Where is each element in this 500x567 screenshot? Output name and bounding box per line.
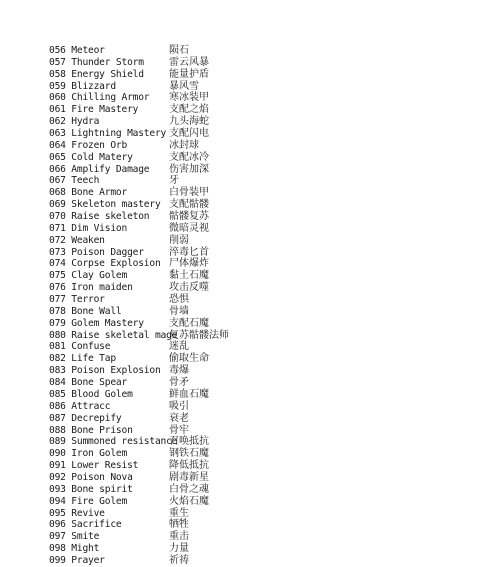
list-item	[49, 152, 469, 164]
skill-chinese-name: 九头海蛇	[169, 116, 209, 128]
skill-chinese-name: 骷髅复苏	[169, 211, 209, 223]
skill-chinese-name: 寒冰装甲	[169, 92, 209, 104]
list-item	[49, 270, 469, 282]
list-item	[49, 401, 469, 413]
skill-code-name: 089 Summoned resistance	[49, 436, 178, 448]
skill-code-name: 098 Might	[49, 543, 100, 555]
list-item	[49, 57, 469, 69]
skill-chinese-name: 削弱	[169, 234, 189, 246]
skill-chinese-name: 雷云风暴	[169, 56, 209, 68]
skill-chinese-name: 毒爆	[169, 365, 189, 377]
skill-code-name: 080 Raise skeletal mage	[49, 329, 178, 341]
skill-code-name: 094 Fire Golem	[49, 495, 128, 507]
list-item	[49, 508, 469, 520]
skill-chinese-name: 支配冰冷	[169, 151, 209, 163]
skill-code-name: 069 Skeleton mastery	[49, 199, 161, 211]
skill-chinese-name: 骨墙	[169, 305, 189, 317]
skill-code-name: 061 Fire Mastery	[49, 104, 139, 116]
skill-chinese-name: 重击	[169, 531, 189, 543]
skill-code-name: 064 Frozen Orb	[49, 139, 128, 151]
skill-chinese-name: 降低抵抗	[169, 460, 209, 472]
list-item	[49, 92, 469, 104]
skill-code-name: 068 Bone Armor	[49, 187, 128, 199]
list-item	[49, 330, 469, 342]
list-item	[49, 69, 469, 81]
list-item	[49, 531, 469, 543]
skill-chinese-name: 骨矛	[169, 377, 189, 389]
skill-chinese-name: 剧毒新星	[169, 471, 209, 483]
skill-chinese-name: 骨牢	[169, 424, 189, 436]
skill-code-name: 096 Sacrifice	[49, 519, 122, 531]
skill-chinese-name: 冰封球	[169, 139, 199, 151]
skill-chinese-name: 暴风雪	[169, 80, 199, 92]
skill-code-name: 081 Confuse	[49, 341, 111, 353]
skill-chinese-name: 淬毒匕首	[169, 246, 209, 258]
list-item	[49, 116, 469, 128]
list-item	[49, 318, 469, 330]
list-item	[49, 306, 469, 318]
list-item	[49, 187, 469, 199]
skill-chinese-name: 钢铁石魔	[169, 448, 209, 460]
list-item	[49, 211, 469, 223]
skill-chinese-name: 黏土石魔	[169, 270, 209, 282]
list-item	[49, 104, 469, 116]
skill-code-name: 076 Iron maiden	[49, 282, 133, 294]
list-item	[49, 460, 469, 472]
skill-code-name: 093 Bone spirit	[49, 483, 133, 495]
list-item	[49, 199, 469, 211]
list-item	[49, 377, 469, 389]
skill-code-name: 097 Smite	[49, 531, 100, 543]
skill-code-name: 078 Bone Wall	[49, 305, 122, 317]
skill-code-name: 075 Clay Golem	[49, 270, 128, 282]
skill-code-name: 057 Thunder Storm	[49, 56, 144, 68]
skill-chinese-name: 鲜血石魔	[169, 388, 209, 400]
skill-chinese-name: 祈祷	[169, 554, 189, 566]
skill-chinese-name: 衰老	[169, 412, 189, 424]
skill-code-name: 085 Blood Golem	[49, 388, 133, 400]
skill-code-name: 088 Bone Prison	[49, 424, 133, 436]
list-item	[49, 235, 469, 247]
skill-chinese-name: 偷取生命	[169, 353, 209, 365]
skill-code-name: 095 Revive	[49, 507, 105, 519]
list-item	[49, 519, 469, 531]
skill-chinese-name: 支配石魔	[169, 317, 209, 329]
skill-chinese-name: 支配闪电	[169, 128, 209, 140]
skill-code-name: 071 Dim Vision	[49, 222, 128, 234]
skill-code-name: 074 Corpse Explosion	[49, 258, 161, 270]
skill-code-name: 090 Iron Golem	[49, 448, 128, 460]
skill-code-name: 062 Hydra	[49, 116, 100, 128]
skill-code-name: 092 Poison Nova	[49, 471, 133, 483]
skill-chinese-name: 微暗灵视	[169, 222, 209, 234]
skill-code-name: 063 Lightning Mastery	[49, 128, 167, 140]
list-item	[49, 472, 469, 484]
skill-code-name: 087 Decrepify	[49, 412, 122, 424]
skill-code-name: 066 Amplify Damage	[49, 163, 150, 175]
skill-code-name: 067 Teech	[49, 175, 100, 187]
skill-code-name: 070 Raise skeleton	[49, 211, 150, 223]
skill-code-name: 073 Poison Dagger	[49, 246, 144, 258]
skill-code-name: 060 Chilling Armor	[49, 92, 150, 104]
list-item	[49, 413, 469, 425]
skill-code-name: 059 Blizzard	[49, 80, 116, 92]
skill-chinese-name: 牺牲	[169, 519, 189, 531]
skill-chinese-name: 陨石	[169, 45, 189, 56]
skill-chinese-name: 白骨之魂	[169, 483, 209, 495]
list-item	[49, 164, 469, 176]
skill-list	[49, 45, 469, 567]
list-item	[49, 294, 469, 306]
skill-chinese-name: 攻击反噬	[169, 282, 209, 294]
skill-chinese-name: 支配骷髅	[169, 199, 209, 211]
skill-code-name: 058 Energy Shield	[49, 68, 144, 80]
skill-code-name: 077 Terror	[49, 294, 105, 306]
skill-chinese-name: 牙	[169, 175, 179, 187]
list-item	[49, 425, 469, 437]
list-item	[49, 140, 469, 152]
skill-chinese-name: 恐惧	[169, 294, 189, 306]
list-item	[49, 436, 469, 448]
list-item	[49, 389, 469, 401]
list-item	[49, 496, 469, 508]
skill-code-name: 083 Poison Explosion	[49, 365, 161, 377]
list-item	[49, 81, 469, 93]
list-item	[49, 484, 469, 496]
list-item	[49, 555, 469, 567]
skill-code-name: 056 Meteor	[49, 45, 105, 56]
skill-chinese-name: 能量护盾	[169, 68, 209, 80]
skill-code-name: 082 Life Tap	[49, 353, 116, 365]
list-item	[49, 258, 469, 270]
skill-code-name: 086 Attracc	[49, 400, 111, 412]
skill-code-name: 099 Prayer	[49, 554, 105, 566]
list-item	[49, 175, 469, 187]
skill-chinese-name: 迷乱	[169, 341, 189, 353]
list-item	[49, 45, 469, 57]
skill-chinese-name: 复苏骷髅法师	[169, 329, 229, 341]
skill-chinese-name: 火焰石魔	[169, 495, 209, 507]
skill-chinese-name: 召唤抵抗	[169, 436, 209, 448]
list-item	[49, 365, 469, 377]
skill-code-name: 084 Bone Spear	[49, 377, 128, 389]
list-item	[49, 282, 469, 294]
list-item	[49, 353, 469, 365]
skill-chinese-name: 白骨装甲	[169, 187, 209, 199]
skill-chinese-name: 吸引	[169, 400, 189, 412]
skill-code-name: 079 Golem Mastery	[49, 317, 144, 329]
skill-code-name: 091 Lower Resist	[49, 460, 139, 472]
list-item	[49, 247, 469, 259]
skill-code-name: 065 Cold Matery	[49, 151, 133, 163]
list-item	[49, 448, 469, 460]
list-item	[49, 543, 469, 555]
skill-chinese-name: 重生	[169, 507, 189, 519]
list-item	[49, 341, 469, 353]
skill-chinese-name: 伤害加深	[169, 163, 209, 175]
list-item	[49, 223, 469, 235]
skill-code-name: 072 Weaken	[49, 234, 105, 246]
skill-chinese-name: 支配之焰	[169, 104, 209, 116]
skill-chinese-name: 力量	[169, 543, 189, 555]
skill-chinese-name: 尸体爆炸	[169, 258, 209, 270]
list-item	[49, 128, 469, 140]
